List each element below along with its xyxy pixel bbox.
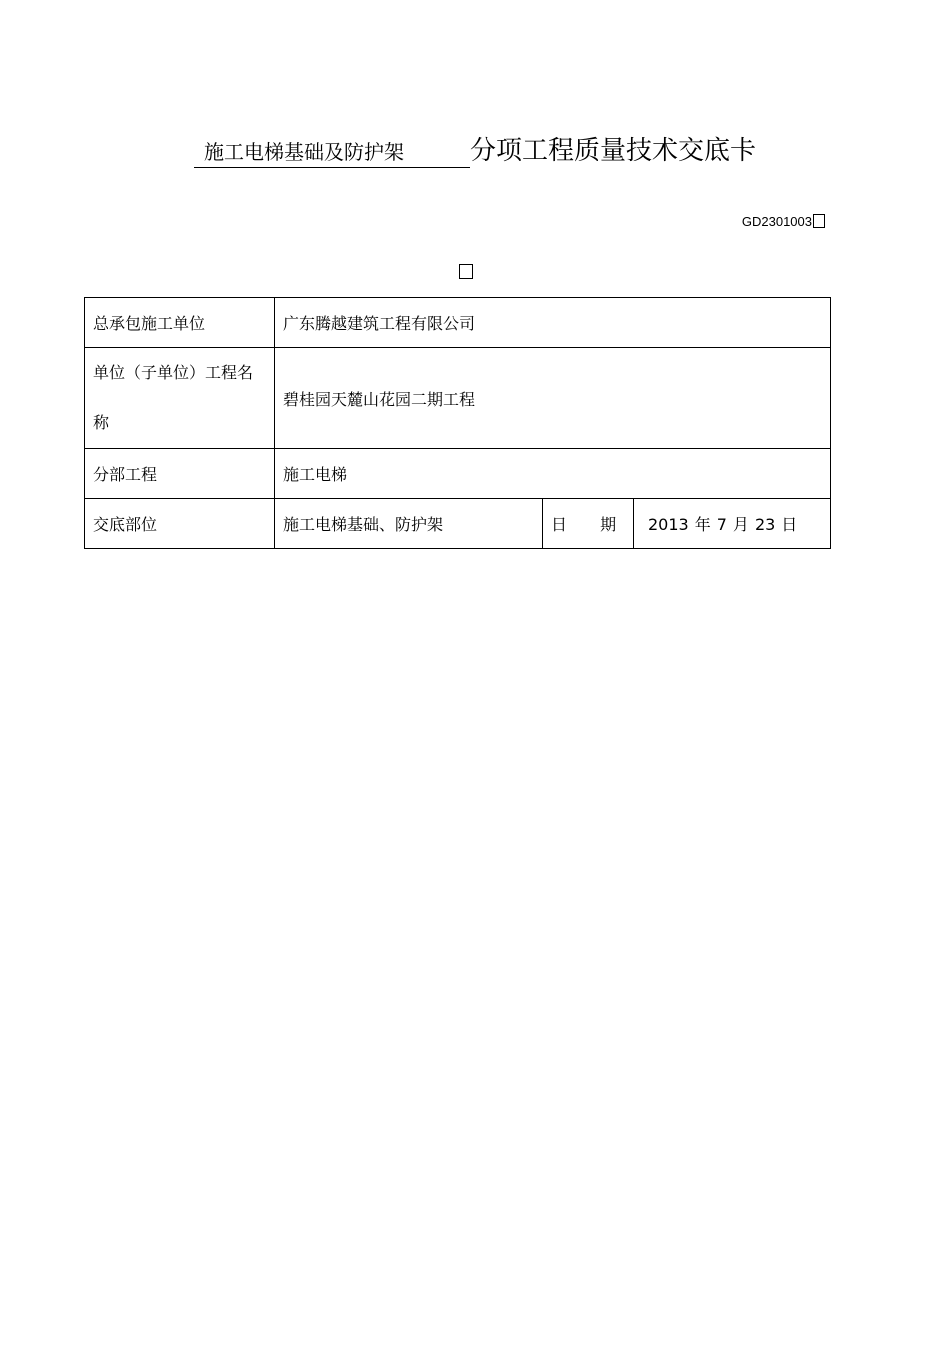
date-year: 2013 — [648, 515, 689, 534]
date-month: 7 — [716, 515, 727, 534]
location-value: 施工电梯基础、防护架 — [275, 499, 543, 549]
date-year-unit: 年 — [694, 515, 711, 534]
title-suffix: 分项工程质量技术交底卡 — [469, 136, 756, 166]
table-row — [85, 499, 831, 549]
checkbox-icon — [813, 214, 825, 228]
date-day: 23 — [754, 515, 776, 534]
table-row — [85, 348, 831, 449]
document-code-text: GD2301003 — [741, 214, 812, 229]
project-name-label: 单位（子单位）工程名称 — [85, 348, 275, 449]
document-title — [0, 136, 950, 168]
table-row — [85, 298, 831, 348]
table-row — [85, 449, 831, 499]
disclosure-table — [84, 297, 831, 549]
square-icon — [459, 264, 473, 279]
division-label: 分部工程 — [85, 449, 275, 499]
project-name-underlined: 施工电梯基础及防护架 — [194, 137, 470, 168]
date-day-unit: 日 — [781, 515, 798, 534]
division-value: 施工电梯 — [275, 449, 831, 499]
contractor-label: 总承包施工单位 — [85, 298, 275, 348]
project-name-value: 碧桂园天麓山花园二期工程 — [275, 348, 831, 449]
location-label: 交底部位 — [85, 499, 275, 549]
date-value — [634, 499, 831, 549]
date-label: 日 期 — [543, 499, 634, 549]
contractor-value: 广东腾越建筑工程有限公司 — [275, 298, 831, 348]
date-month-unit: 月 — [732, 515, 749, 534]
document-code — [742, 214, 825, 229]
